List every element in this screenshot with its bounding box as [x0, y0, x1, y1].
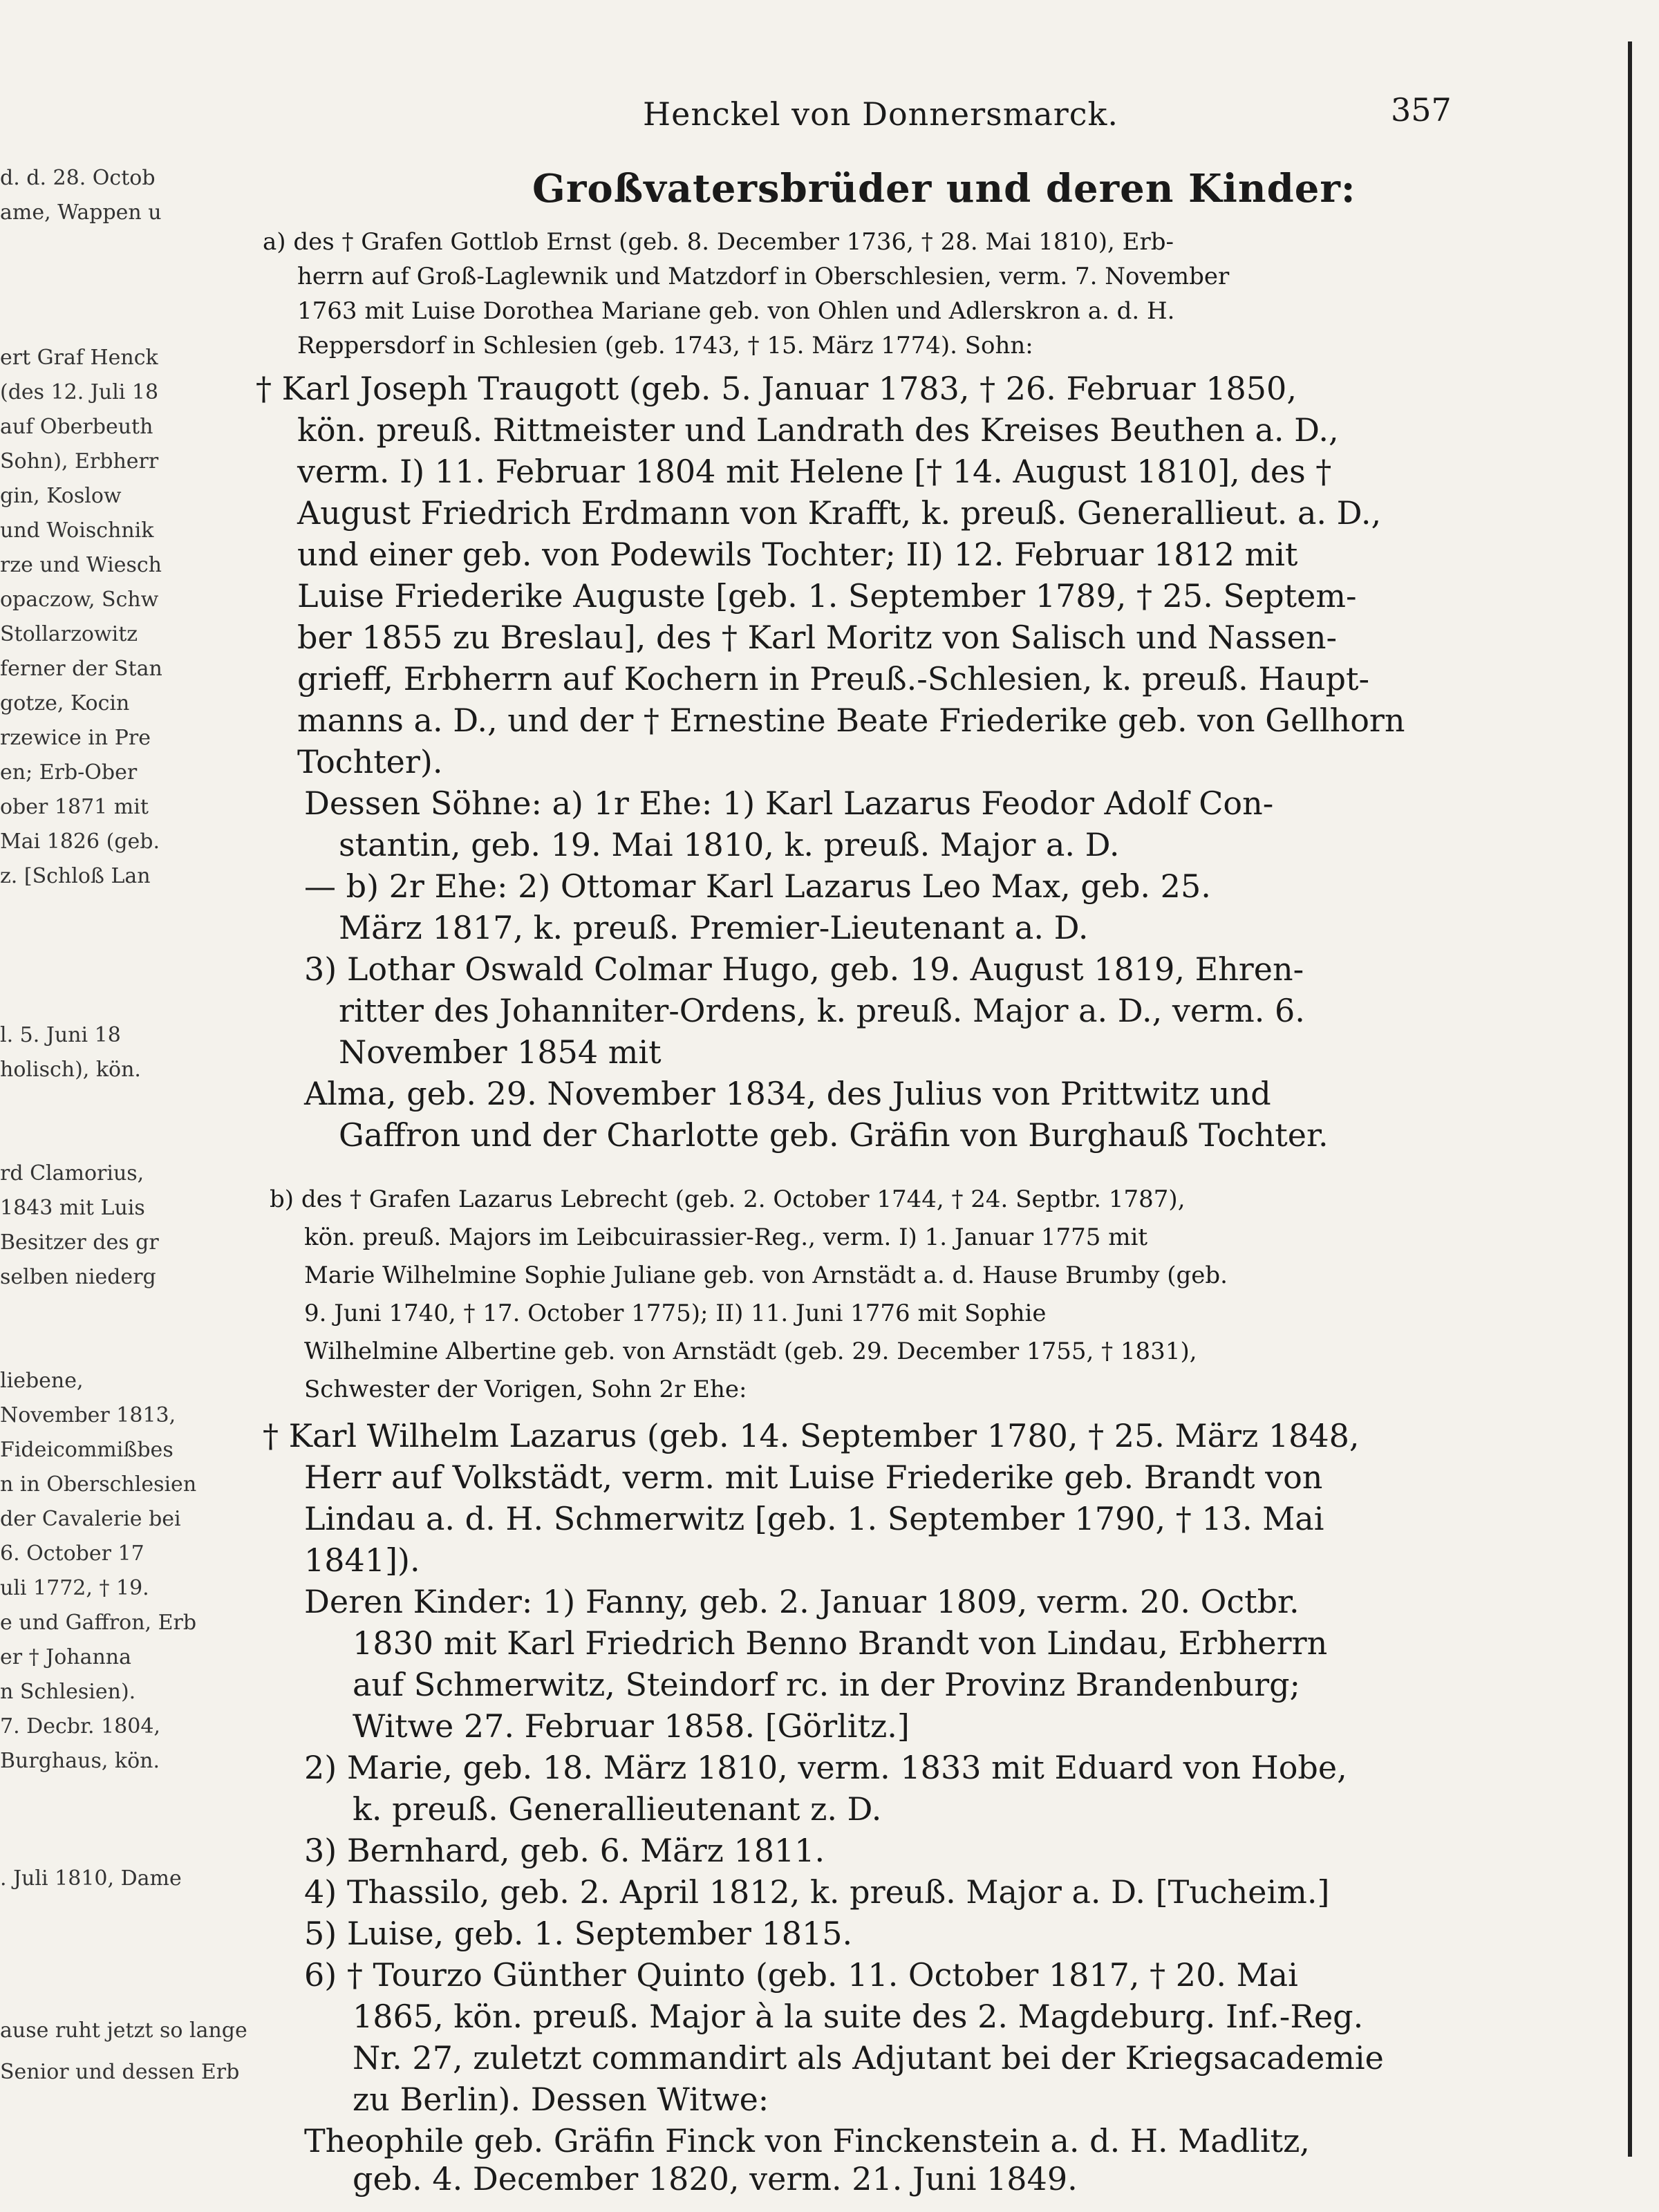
- text-line: 9. Juni 1740, † 17. October 1775); II) 11. Juni 1776 mit Sophie: [304, 1300, 1047, 1327]
- text-line: † Karl Joseph Traugott (geb. 5. Januar 1783, † 26. Februar 1850,: [256, 370, 1297, 407]
- text-line: — b) 2r Ehe: 2) Ottomar Karl Lazarus Leo Max, geb. 25.: [304, 868, 1211, 905]
- text-line: Dessen Söhne: a) 1r Ehe: 1) Karl Lazarus Feodor Adolf Con-: [304, 785, 1274, 822]
- margin-line: uli 1772, † 19.: [0, 1576, 149, 1600]
- text-line: Tochter).: [297, 743, 443, 780]
- text-line: 3) Lothar Oswald Colmar Hugo, geb. 19. August 1819, Ehren-: [304, 950, 1304, 988]
- margin-line: rze und Wiesch: [0, 553, 162, 577]
- text-line: Reppersdorf in Schlesien (geb. 1743, † 15. März 1774). Sohn:: [297, 332, 1033, 359]
- margin-line: und Woischnik: [0, 518, 154, 543]
- text-line: Nr. 27, zuletzt commandirt als Adjutant bei der Kriegsacademie: [353, 2039, 1384, 2077]
- margin-line: rd Clamorius,: [0, 1161, 144, 1185]
- running-header: Henckel von Donnersmarck.: [643, 95, 1119, 133]
- text-line: verm. I) 11. Februar 1804 mit Helene [† 14. August 1810], des †: [297, 453, 1332, 490]
- text-line: a) des † Grafen Gottlob Ernst (geb. 8. December 1736, † 28. Mai 1810), Erb-: [263, 228, 1174, 256]
- margin-line: ert Graf Henck: [0, 346, 158, 370]
- text-line: 1763 mit Luise Dorothea Mariane geb. von Ohlen und Adlerskron a. d. H.: [297, 297, 1175, 325]
- margin-line: n in Oberschlesien: [0, 1472, 197, 1497]
- margin-line: 1843 mit Luis: [0, 1196, 145, 1220]
- margin-line: November 1813,: [0, 1403, 176, 1427]
- text-line: 1841]).: [304, 1541, 420, 1579]
- margin-line: ferner der Stan: [0, 657, 162, 681]
- text-line: auf Schmerwitz, Steindorf rc. in der Provinz Brandenburg;: [353, 1666, 1301, 1703]
- text-line: August Friedrich Erdmann von Krafft, k. preuß. Generallieut. a. D.,: [297, 494, 1382, 532]
- text-line: Wilhelmine Albertine geb. von Arnstädt (geb. 29. December 1755, † 1831),: [304, 1338, 1197, 1365]
- text-line: 2) Marie, geb. 18. März 1810, verm. 1833 mit Eduard von Hobe,: [304, 1749, 1347, 1786]
- margin-line: holisch), kön.: [0, 1058, 141, 1082]
- margin-line: Sohn), Erbherr: [0, 449, 159, 474]
- margin-line: ober 1871 mit: [0, 795, 149, 819]
- text-line: manns a. D., und der † Ernestine Beate Friederike geb. von Gellhorn: [297, 702, 1405, 739]
- text-line: 4) Thassilo, geb. 2. April 1812, k. preuß. Major a. D. [Tucheim.]: [304, 1873, 1330, 1911]
- text-line: 6) † Tourzo Günther Quinto (geb. 11. October 1817, † 20. Mai: [304, 1956, 1298, 1994]
- margin-line: l. 5. Juni 18: [0, 1023, 121, 1047]
- text-line: zu Berlin). Dessen Witwe:: [353, 2081, 769, 2118]
- text-line: Witwe 27. Februar 1858. [Görlitz.]: [353, 1707, 910, 1745]
- text-line: grieff, Erbherrn auf Kochern in Preuß.-Schlesien, k. preuß. Haupt-: [297, 660, 1370, 697]
- margin-line: 6. October 17: [0, 1541, 144, 1566]
- margin-line: selben niederg: [0, 1265, 156, 1289]
- margin-line: gin, Koslow: [0, 484, 122, 508]
- margin-line: e und Gaffron, Erb: [0, 1611, 197, 1635]
- text-line: 3) Bernhard, geb. 6. März 1811.: [304, 1832, 825, 1869]
- text-line: kön. preuß. Rittmeister und Landrath des Kreises Beuthen a. D.,: [297, 411, 1339, 449]
- margin-line: en; Erb-Ober: [0, 760, 138, 785]
- margin-line: z. [Schloß Lan: [0, 864, 151, 888]
- margin-line: n Schlesien).: [0, 1680, 136, 1704]
- margin-line: auf Oberbeuth: [0, 415, 153, 439]
- text-line: b) des † Grafen Lazarus Lebrecht (geb. 2. October 1744, † 24. Septbr. 1787),: [270, 1185, 1185, 1213]
- margin-line: (des 12. Juli 18: [0, 380, 159, 404]
- text-line: Lindau a. d. H. Schmerwitz [geb. 1. September 1790, † 13. Mai: [304, 1500, 1324, 1537]
- text-line: März 1817, k. preuß. Premier-Lieutenant a. D.: [339, 909, 1089, 946]
- margin-line: gotze, Kocin: [0, 691, 130, 715]
- text-line: Herr auf Volkstädt, verm. mit Luise Friederike geb. Brandt von: [304, 1459, 1323, 1496]
- text-line: Alma, geb. 29. November 1834, des Julius von Prittwitz und: [304, 1075, 1271, 1112]
- text-line: Marie Wilhelmine Sophie Juliane geb. von Arnstädt a. d. Hause Brumby (geb.: [304, 1262, 1228, 1289]
- margin-line: der Cavalerie bei: [0, 1507, 181, 1531]
- section-heading: Großvatersbrüder und deren Kinder:: [532, 166, 1356, 212]
- text-line: 5) Luise, geb. 1. September 1815.: [304, 1915, 853, 1952]
- text-line: Theophile geb. Gräfin Finck von Finckenstein a. d. H. Madlitz,: [304, 2122, 1310, 2159]
- margin-line: Besitzer des gr: [0, 1230, 159, 1255]
- text-line: † Karl Wilhelm Lazarus (geb. 14. September 1780, † 25. März 1848,: [263, 1417, 1360, 1454]
- margin-line: Fideicommißbes: [0, 1438, 174, 1462]
- margin-line: Stollarzowitz: [0, 622, 138, 646]
- text-line: November 1854 mit: [339, 1033, 662, 1071]
- margin-line: Senior und dessen Erb: [0, 2060, 240, 2084]
- text-line: und einer geb. von Podewils Tochter; II) 12. Februar 1812 mit: [297, 536, 1298, 573]
- text-line: 1865, kön. preuß. Major à la suite des 2. Magdeburg. Inf.-Reg.: [353, 1998, 1364, 2035]
- page-edge-rule: [1628, 41, 1632, 2157]
- margin-line: er † Johanna: [0, 1645, 131, 1669]
- text-line: Schwester der Vorigen, Sohn 2r Ehe:: [304, 1376, 747, 1403]
- text-line: Luise Friederike Auguste [geb. 1. September 1789, † 25. Septem-: [297, 577, 1357, 615]
- margin-line: d. d. 28. Octob: [0, 166, 156, 190]
- text-line: k. preuß. Generallieutenant z. D.: [353, 1790, 882, 1828]
- page-number: 357: [1391, 91, 1452, 129]
- text-line: stantin, geb. 19. Mai 1810, k. preuß. Major a. D.: [339, 826, 1120, 863]
- margin-line: . Juli 1810, Dame: [0, 1866, 182, 1891]
- margin-line: opaczow, Schw: [0, 588, 159, 612]
- margin-line: ame, Wappen u: [0, 200, 162, 225]
- margin-line: ause ruht jetzt so lange: [0, 2018, 247, 2043]
- margin-line: Mai 1826 (geb.: [0, 830, 160, 854]
- text-line: herrn auf Groß-Laglewnik und Matzdorf in Oberschlesien, verm. 7. November: [297, 263, 1230, 290]
- margin-line: liebene,: [0, 1369, 84, 1393]
- text-line: Gaffron und der Charlotte geb. Gräfin von Burghauß Tochter.: [339, 1116, 1329, 1154]
- text-line: geb. 4. December 1820, verm. 21. Juni 1849.: [353, 2160, 1078, 2197]
- text-line: kön. preuß. Majors im Leibcuirassier-Reg., verm. I) 1. Januar 1775 mit: [304, 1224, 1148, 1251]
- text-line: Deren Kinder: 1) Fanny, geb. 2. Januar 1809, verm. 20. Octbr.: [304, 1583, 1300, 1620]
- margin-line: Burghaus, kön.: [0, 1749, 160, 1773]
- text-line: 1830 mit Karl Friedrich Benno Brandt von Lindau, Erbherrn: [353, 1624, 1328, 1662]
- text-line: ber 1855 zu Breslau], des † Karl Moritz von Salisch und Nassen-: [297, 619, 1338, 656]
- margin-line: rzewice in Pre: [0, 726, 151, 750]
- text-line: ritter des Johanniter-Ordens, k. preuß. Major a. D., verm. 6.: [339, 992, 1305, 1029]
- margin-line: 7. Decbr. 1804,: [0, 1714, 160, 1738]
